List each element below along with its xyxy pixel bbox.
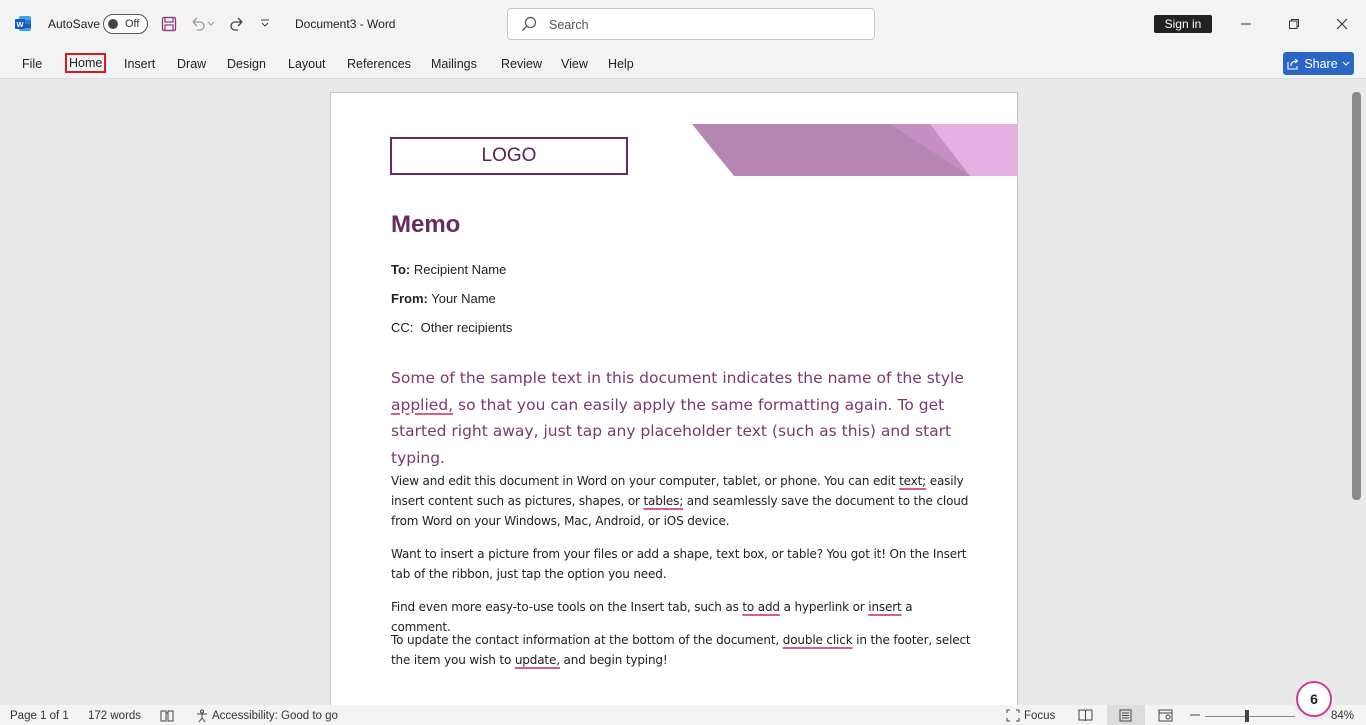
para1-text-c: and seamlessly save the document to the cloud from Word on your Windows, Mac, Android, or iOS device. [391,494,969,528]
focus-icon[interactable] [1006,709,1020,722]
from-value: Your Name [431,291,496,306]
cc-label: CC: [391,320,414,335]
para3-text-c: a comment. [391,600,913,634]
share-icon [1287,58,1300,70]
notification-count: 6 [1310,691,1318,707]
to-line[interactable] [391,262,506,277]
intro-paragraph[interactable] [391,365,971,471]
word-count[interactable]: 172 words [88,710,142,722]
page-count[interactable]: Page 1 of 1 [10,710,69,722]
print-layout-button[interactable] [1107,705,1145,725]
document-canvas[interactable] [0,79,1366,705]
share-label: Share [1304,56,1338,71]
customize-toolbar-icon[interactable] [254,13,276,35]
undo-dropdown-icon[interactable] [204,13,218,35]
tab-layout[interactable]: Layout [288,57,326,71]
intro-text-1: Some of the sample text in this document indicates the name of the style [391,369,964,387]
logo-placeholder[interactable]: LOGO [390,137,628,175]
tab-design[interactable]: Design [227,57,266,71]
share-button[interactable] [1283,52,1354,75]
spelling-flag[interactable]: applied, [391,395,454,414]
tab-help[interactable]: Help [608,57,634,71]
notification-badge[interactable] [1296,681,1332,717]
zoom-out-icon[interactable] [1190,714,1200,716]
tab-mailings[interactable]: Mailings [431,57,477,71]
grammar-flag[interactable]: text; [899,474,927,488]
close-icon[interactable] [1330,12,1354,36]
to-value: Recipient Name [413,262,507,277]
vertical-scrollbar[interactable] [1352,92,1361,500]
tab-draw[interactable]: Draw [177,57,207,71]
para3-text-a: Find even more easy-to-use tools on the Insert tab, such as [391,600,743,614]
status-bar [0,705,1366,725]
para4-text-c: and begin typing! [559,653,668,667]
tab-view[interactable]: View [561,57,588,71]
tab-home[interactable]: Home [65,53,106,73]
decorative-banner [692,124,1018,177]
web-layout-icon[interactable] [1158,709,1173,722]
title-bar [0,0,1366,48]
cc-line[interactable] [391,320,512,335]
cc-value: Other recipients [420,320,513,335]
to-label: To: [391,262,411,277]
print-layout-icon [1119,709,1132,722]
toggle-knob [108,19,118,29]
grammar-flag[interactable]: tables; [643,494,684,508]
search-placeholder: Search [549,18,589,32]
body-paragraph-2[interactable]: Want to insert a picture from your files or add a shape, text box, or table? You got it! On the Insert tab of the ribbon, just tap the option you need. [391,547,967,581]
tab-file[interactable]: File [22,57,43,71]
accessibility-status[interactable]: Accessibility: Good to go [212,710,338,722]
grammar-flag[interactable]: to add [742,600,780,614]
svg-text:W: W [16,20,24,29]
grammar-flag[interactable]: update, [514,653,560,667]
grammar-flag[interactable]: insert [868,600,902,614]
from-line[interactable] [391,291,496,306]
memo-title[interactable]: Memo [391,211,461,238]
read-mode-icon[interactable] [1078,709,1093,722]
ribbon-tab-bar [0,48,1366,79]
tab-review[interactable]: Review [501,57,542,71]
para1-text-b: easily insert content such as pictures, shapes, or [391,474,964,508]
para1-text-a: View and edit this document in Word on your computer, tablet, or phone. You can edit [391,474,900,488]
para4-text-a: To update the contact information at the bottom of the document, [391,633,783,647]
autosave-toggle[interactable] [103,14,148,34]
focus-label[interactable]: Focus [1024,710,1056,722]
autosave-label: AutoSave [48,17,101,31]
redo-icon[interactable] [226,13,248,35]
body-paragraph-4[interactable] [391,630,971,670]
proofing-icon[interactable] [160,710,174,722]
tab-references[interactable]: References [347,57,411,71]
from-label: From: [391,291,428,306]
word-app-icon [15,15,32,32]
save-icon[interactable] [158,13,180,35]
zoom-level[interactable]: 84% [1331,710,1355,722]
grammar-flag[interactable]: double click [782,633,853,647]
zoom-slider-thumb[interactable] [1245,710,1249,722]
zoom-slider[interactable] [1205,716,1295,717]
para3-text-b: a hyperlink or [779,600,869,614]
minimize-icon[interactable] [1234,12,1258,36]
restore-icon[interactable] [1282,12,1306,36]
document-title: Document3 - Word [295,17,396,31]
autosave-state: Off [125,18,140,30]
search-box[interactable] [507,8,875,40]
sign-in-button[interactable]: Sign in [1154,15,1212,33]
accessibility-icon[interactable] [195,709,209,723]
tab-insert[interactable]: Insert [124,57,156,71]
chevron-down-icon [1342,61,1350,67]
search-icon [521,16,537,32]
intro-text-2: so that you can easily apply the same formatting again. To get started right away, just tap any placeholder text (such as this) and start typing. [391,395,952,467]
body-paragraph-1[interactable] [391,471,971,531]
para4-text-b: in the footer, select the item you wish to [391,633,971,667]
document-page[interactable] [330,92,1018,712]
